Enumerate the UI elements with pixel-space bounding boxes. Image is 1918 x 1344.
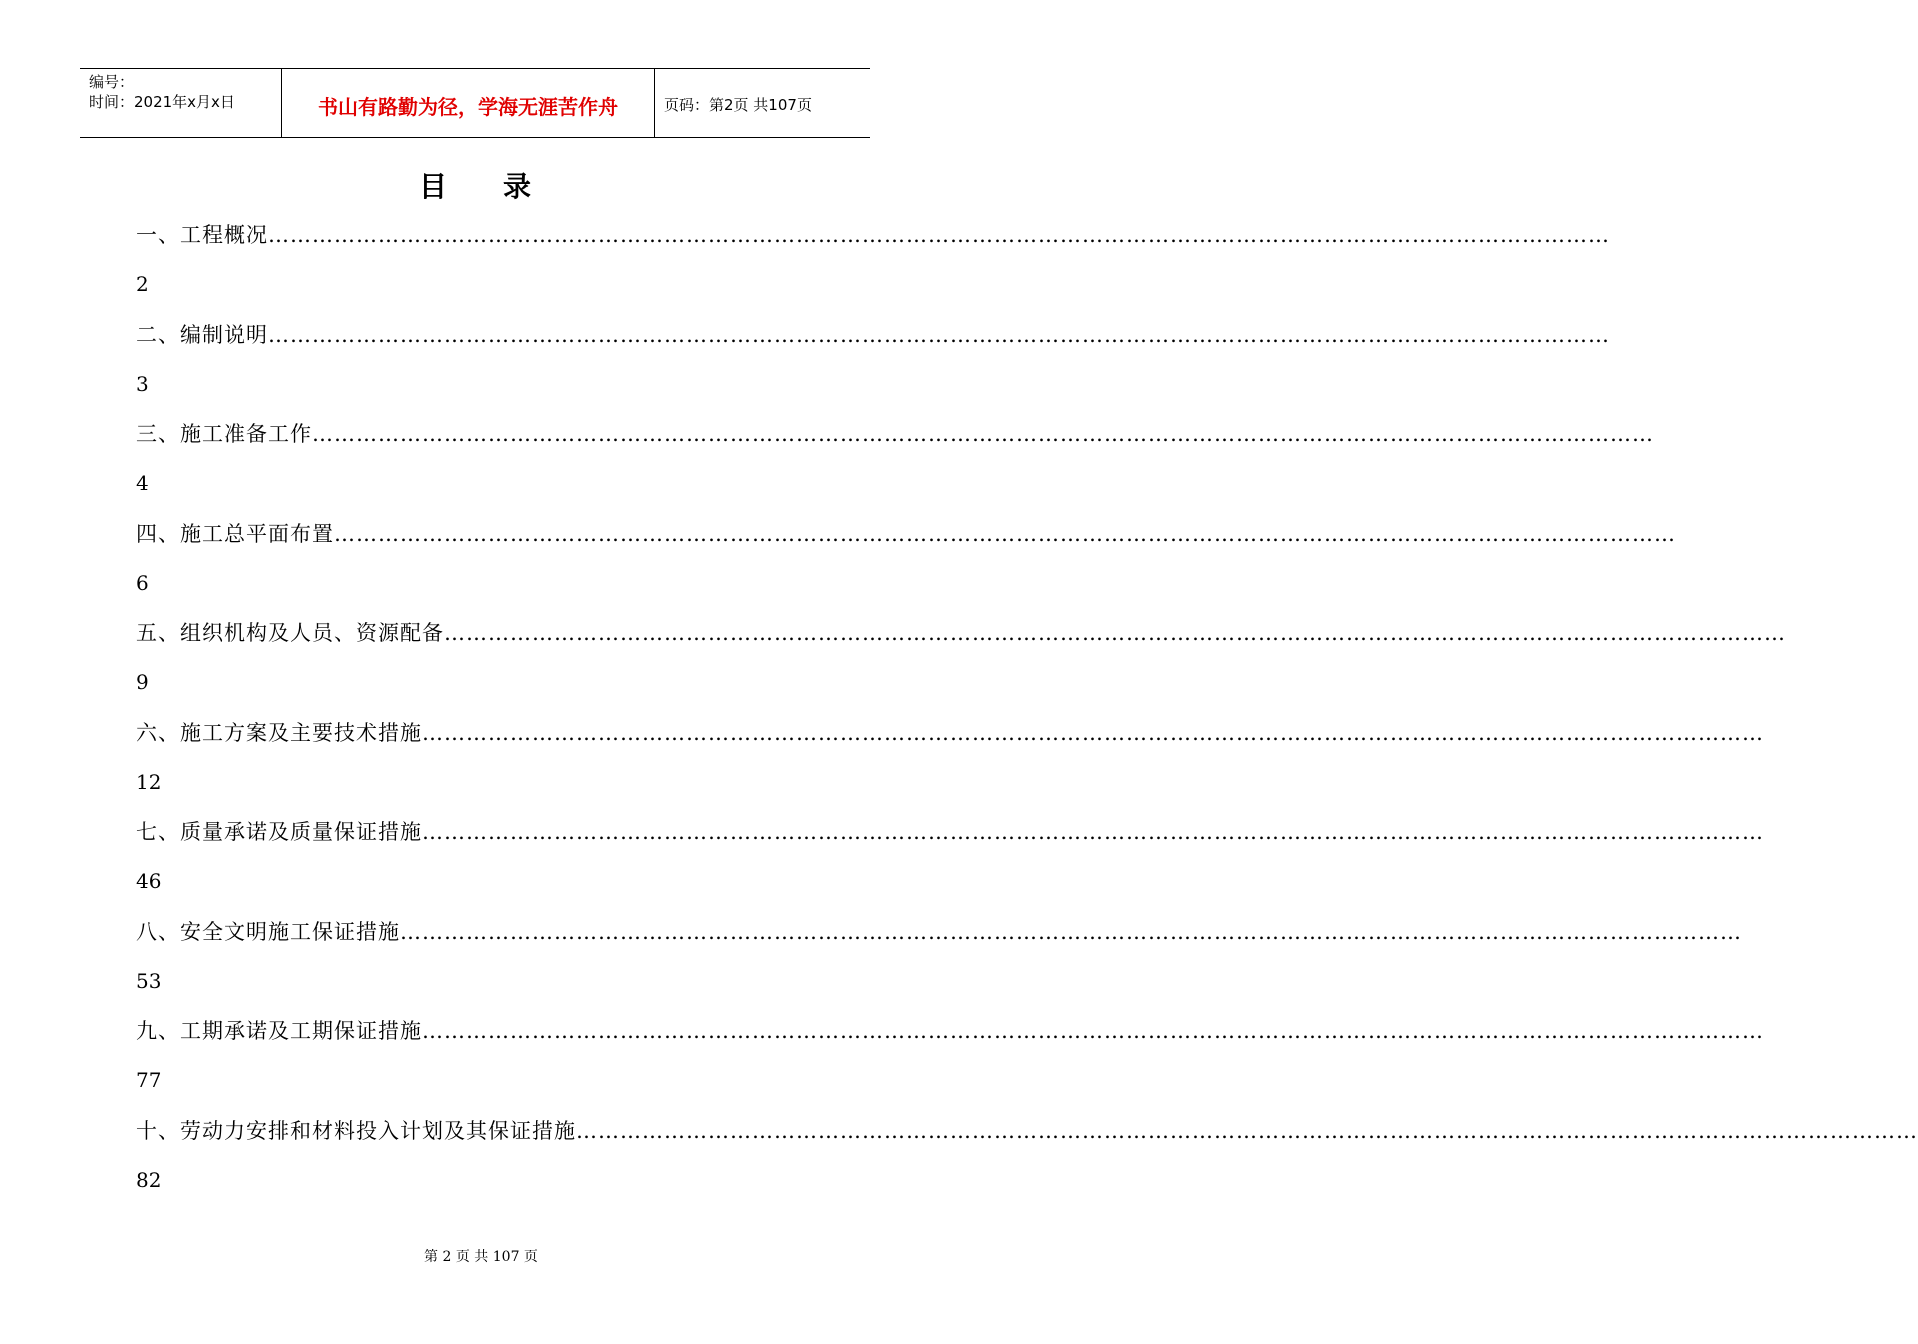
toc-leader: …………………………………………………………………………………………………………………………………………………………………	[576, 1118, 1918, 1143]
header-meta	[80, 69, 282, 137]
toc-leader: …………………………………………………………………………………………………………………………………………………………………	[422, 720, 1764, 745]
toc-entry[interactable]	[136, 416, 1654, 516]
toc-entry[interactable]	[136, 814, 1764, 914]
toc-entry-page: 53	[136, 968, 162, 993]
toc-entry-line	[136, 814, 1764, 850]
toc-entry-page: 3	[136, 371, 149, 396]
table-of-contents	[136, 217, 1918, 1212]
toc-entry-label: 八、安全文明施工保证措施	[136, 919, 400, 944]
toc-entry-page: 4	[136, 471, 149, 495]
toc-leader: …………………………………………………………………………………………………………………………………………………………………	[444, 621, 1786, 645]
toc-entry-label: 九、工期承诺及工期保证措施	[136, 1019, 422, 1043]
toc-entry-line	[136, 317, 1610, 353]
toc-leader: …………………………………………………………………………………………………………………………………………………………………	[334, 521, 1676, 546]
toc-leader: …………………………………………………………………………………………………………………………………………………………………	[268, 223, 1610, 247]
toc-entry-label: 七、质量承诺及质量保证措施	[136, 820, 422, 844]
toc-entry-page: 12	[136, 769, 162, 794]
toc-entry-line	[136, 416, 1654, 452]
toc-entry-label: 二、编制说明	[136, 322, 268, 347]
toc-entry-page: 82	[136, 1167, 162, 1192]
toc-entry-label: 三、施工准备工作	[136, 422, 312, 446]
toc-entry[interactable]	[136, 1013, 1764, 1113]
toc-entry-label: 四、施工总平面布置	[136, 521, 334, 546]
toc-entry[interactable]	[136, 217, 1610, 317]
toc-entry-label: 五、组织机构及人员、资源配备	[136, 621, 444, 645]
toc-entry[interactable]	[136, 615, 1786, 715]
toc-entry-page: 2	[136, 272, 149, 296]
toc-entry[interactable]	[136, 914, 1742, 1014]
toc-entry-line	[136, 516, 1676, 552]
toc-title: 目录	[418, 170, 587, 203]
page-header	[80, 68, 870, 138]
toc-entry-label: 六、施工方案及主要技术措施	[136, 720, 422, 745]
toc-entry-label: 一、工程概况	[136, 223, 268, 247]
toc-entry-line	[136, 1113, 1918, 1149]
toc-entry-line	[136, 1013, 1764, 1049]
toc-entry-page: 6	[136, 570, 149, 595]
toc-entry[interactable]	[136, 715, 1764, 815]
toc-leader: …………………………………………………………………………………………………………………………………………………………………	[268, 322, 1610, 347]
toc-leader: …………………………………………………………………………………………………………………………………………………………………	[422, 1019, 1764, 1043]
document-date: 时间：2021年x月x日	[89, 93, 235, 111]
toc-entry-line	[136, 715, 1764, 751]
page-footer: 第 2 页 共 107 页	[424, 1249, 538, 1265]
toc-leader: …………………………………………………………………………………………………………………………………………………………………	[312, 422, 1654, 446]
toc-entry-label: 十、劳动力安排和材料投入计划及其保证措施	[136, 1118, 576, 1143]
toc-entry[interactable]	[136, 1113, 1918, 1213]
toc-leader: …………………………………………………………………………………………………………………………………………………………………	[400, 919, 1742, 944]
toc-entry[interactable]	[136, 317, 1610, 417]
toc-entry-page: 77	[136, 1068, 162, 1092]
header-page-info: 页码：第2页 共107页	[664, 95, 812, 114]
toc-entry-line	[136, 914, 1742, 950]
toc-entry-line	[136, 615, 1786, 651]
toc-entry-page: 46	[136, 869, 162, 893]
document-number-label: 编号：	[89, 73, 135, 91]
toc-entry-line	[136, 217, 1610, 253]
toc-entry[interactable]	[136, 516, 1676, 616]
toc-entry-page: 9	[136, 670, 149, 694]
toc-leader: …………………………………………………………………………………………………………………………………………………………………	[422, 820, 1764, 844]
header-motto: 书山有路勤为径，学海无涯苦作舟	[282, 69, 655, 137]
